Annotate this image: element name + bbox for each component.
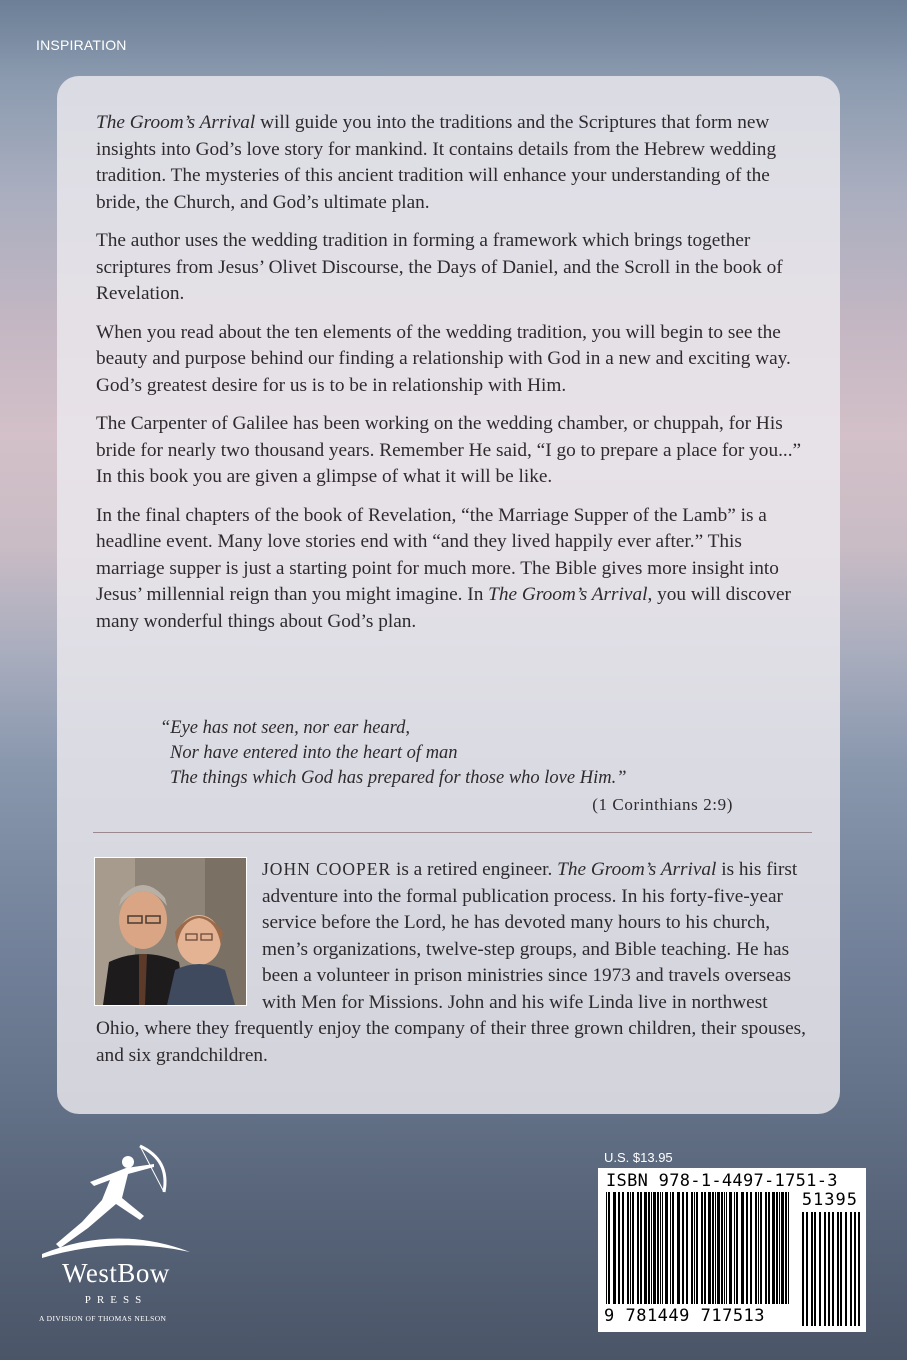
barcode-stripe — [644, 1192, 647, 1304]
addon-stripe — [814, 1212, 816, 1326]
author-photo — [94, 857, 247, 1006]
addon-stripe — [802, 1212, 804, 1326]
barcode-stripe — [715, 1192, 716, 1304]
addon-stripe — [840, 1212, 842, 1326]
book-description — [96, 110, 808, 647]
barcode-stripe — [651, 1192, 652, 1304]
barcode-stripe — [701, 1192, 703, 1304]
barcode-stripe — [613, 1192, 616, 1304]
barcode-stripe — [736, 1192, 738, 1304]
quote-line-3: The things which God has prepared for those who love Him.” — [170, 768, 627, 788]
publisher-division: A DIVISION OF THOMAS NELSON — [39, 1314, 167, 1323]
barcode-stripe — [677, 1192, 680, 1304]
isbn-barcode — [598, 1168, 866, 1332]
barcode-stripe — [755, 1192, 757, 1304]
archer-icon — [36, 1140, 196, 1260]
publisher-logo — [36, 1140, 196, 1340]
barcode-stripe — [779, 1192, 780, 1304]
barcode-stripe — [785, 1192, 787, 1304]
addon-stripe — [854, 1212, 856, 1326]
barcode-stripe — [691, 1192, 693, 1304]
barcode-stripe — [741, 1192, 744, 1304]
book-title: The Groom’s Arrival — [96, 112, 256, 133]
price: U.S. $13.95 — [604, 1150, 673, 1165]
quote-line-1: “Eye has not seen, nor ear heard, — [160, 718, 411, 738]
quote-line-2: Nor have entered into the heart of man — [170, 743, 458, 763]
publisher-name: WestBow — [62, 1258, 170, 1288]
barcode-stripe — [662, 1192, 663, 1304]
scripture-quote — [160, 716, 770, 791]
barcode-stripe — [729, 1192, 732, 1304]
barcode-stripe — [640, 1192, 642, 1304]
barcode-stripe — [708, 1192, 711, 1304]
barcode-stripe — [606, 1192, 607, 1304]
barcode-stripe — [694, 1192, 695, 1304]
barcode-stripe — [721, 1192, 723, 1304]
author-bio: JOHN COOPER is a retired engineer. The Groom’s Arrival is his first adventure into the formal publication process. In his forty-five-year service before the Lord, he has devoted many hours to his church, men’s organizations, twelve-step groups, and Bible teaching. He has been a volunteer in prison ministries since 1973 and travels overseas with Men for Missions. John and his wife Linda live in northwest Ohio, where they frequently enjoy the company of their three grown children, their spouses, and six grandchildren. — [96, 859, 806, 1066]
barcode-stripe — [627, 1192, 629, 1304]
barcode-stripe — [682, 1192, 684, 1304]
barcode-stripe — [750, 1192, 752, 1304]
barcode-stripe — [608, 1192, 610, 1304]
barcode-stripe — [772, 1192, 775, 1304]
barcode-stripe — [670, 1192, 671, 1304]
barcode-stripe — [724, 1192, 725, 1304]
isbn-number: ISBN 978-1-4497-1751-3 — [606, 1171, 838, 1191]
divider — [93, 832, 812, 833]
barcode-stripe — [746, 1192, 748, 1304]
barcode-stripe — [760, 1192, 762, 1304]
barcode-stripe — [726, 1192, 727, 1304]
barcode-stripe — [657, 1192, 659, 1304]
addon-stripe — [806, 1212, 808, 1326]
barcode-stripe — [696, 1192, 698, 1304]
description-paragraph-4: The Carpenter of Galilee has been working on the wedding chamber, or chuppah, for His bride for nearly two thousand years. Remember He said, “I go to prepare a place for you...” In this book you are given a glimpse of what it will be like. — [96, 413, 802, 487]
category-label: INSPIRATION — [36, 37, 127, 53]
barcode-stripe — [618, 1192, 620, 1304]
bio-book-title: The Groom’s Arrival — [557, 859, 717, 880]
addon-stripe — [819, 1212, 821, 1326]
price-code: 51395 — [801, 1190, 858, 1210]
barcode-stripe — [768, 1192, 770, 1304]
barcode-stripe — [781, 1192, 784, 1304]
addon-stripe — [828, 1212, 830, 1326]
barcode-stripe — [660, 1192, 661, 1304]
barcode-stripe — [765, 1192, 767, 1304]
addon-stripe — [837, 1212, 839, 1326]
barcode-stripe — [632, 1192, 634, 1304]
barcode-stripe — [704, 1192, 706, 1304]
description-paragraph-3: When you read about the ten elements of the wedding tradition, you will begin to see the beauty and purpose behind our finding a relationship with God in a new and exciting way. God’s greatest desire for us is to be in relationship with Him. — [96, 321, 791, 396]
addon-stripe — [811, 1212, 813, 1326]
barcode-stripe — [653, 1192, 656, 1304]
barcode-stripe — [665, 1192, 668, 1304]
addon-stripe — [850, 1212, 852, 1326]
addon-stripe — [832, 1212, 834, 1326]
book-title-inline: The Groom’s Arrival — [488, 584, 648, 605]
barcode-digits: 9 781449 717513 — [604, 1306, 766, 1326]
barcode-stripe — [717, 1192, 720, 1304]
barcode-stripe — [776, 1192, 778, 1304]
addon-stripe — [858, 1212, 860, 1326]
addon-stripe — [824, 1212, 826, 1326]
addon-stripe — [845, 1212, 847, 1326]
barcode-stripe — [630, 1192, 631, 1304]
barcode-stripe — [712, 1192, 714, 1304]
description-paragraph-5: In the final chapters of the book of Revelation, “the Marriage Supper of the Lamb” is a headline event. Many love stories end with “and they lived happily ever after.” This marriage supper is just a starting point for much more. The Bible gives more insight into Jesus’ millennial reign than you might imagine. In The Groom’s Arrival, you will discover many wonderful things about God’s plan. — [96, 504, 791, 632]
barcode-stripe — [758, 1192, 759, 1304]
publisher-press: PRESS — [84, 1294, 148, 1306]
barcode-stripe — [686, 1192, 688, 1304]
barcode-stripe — [637, 1192, 639, 1304]
quote-citation: (1 Corinthians 2:9) — [592, 795, 733, 814]
barcode-stripe — [672, 1192, 674, 1304]
description-paragraph-1: The Groom’s Arrival will guide you into the traditions and the Scriptures that form new insights into God’s love story for mankind. It contains details from the Hebrew wedding tradition. The mysteries of this ancient tradition will enhance your understanding of the bride, the Church, and God’s ultimate plan. — [96, 112, 777, 213]
barcode-stripe — [734, 1192, 735, 1304]
barcode-stripe — [788, 1192, 789, 1304]
description-paragraph-2: The author uses the wedding tradition in forming a framework which brings together scriptures from Jesus’ Olivet Discourse, the Days of Daniel, and the Scroll in the book of Revelation. — [96, 230, 783, 304]
author-name: JOHN COOPER — [262, 859, 392, 879]
barcode-stripe — [622, 1192, 624, 1304]
barcode-stripe — [648, 1192, 650, 1304]
